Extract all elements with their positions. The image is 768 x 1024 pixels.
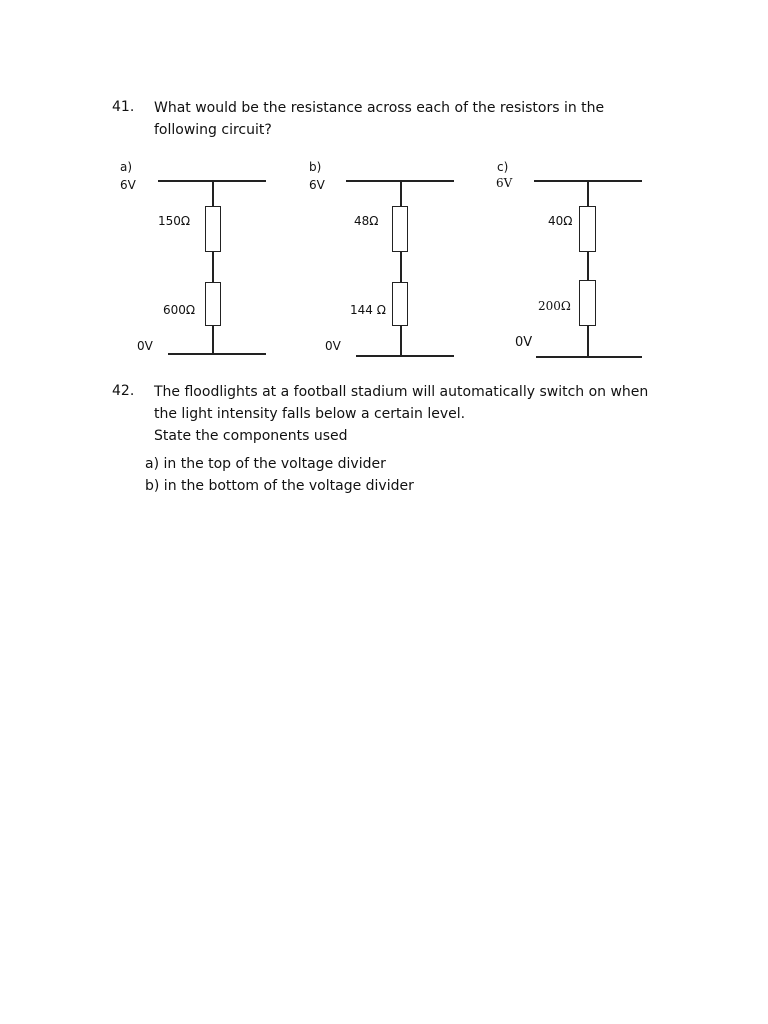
circuit-a-label: a): [120, 160, 133, 174]
circuit-b-supply-voltage: 6V: [309, 178, 325, 192]
question-42-line-2: the light intensity falls below a certain level.: [154, 406, 466, 422]
circuit-b-ground-rail: [356, 355, 454, 357]
question-42-line-3: State the components used: [154, 428, 348, 444]
circuit-a-ground-rail: [168, 353, 266, 355]
question-42-parts: [145, 453, 414, 497]
circuit-c-label: c): [497, 160, 509, 174]
question-41-line-1: What would be the resistance across each of the resistors in the: [154, 100, 605, 116]
circuit-a-bottom-resistor: [205, 282, 221, 326]
circuit-b-ground-voltage: 0V: [325, 339, 341, 353]
question-42-part-b: b) in the bottom of the voltage divider: [145, 478, 414, 494]
question-42-number: 42.: [112, 383, 135, 399]
circuit-c-supply-voltage: 6V: [496, 176, 513, 190]
question-42-line-1: The floodlights at a football stadium will automatically switch on when: [154, 384, 649, 400]
circuit-b-bottom-resistor: [392, 282, 408, 326]
question-42-part-a: a) in the top of the voltage divider: [145, 456, 386, 472]
circuit-a-supply-voltage: 6V: [120, 178, 136, 192]
circuit-c-top-resistance: 40Ω: [548, 214, 573, 228]
circuit-b-top-resistor: [392, 206, 408, 252]
circuit-a-bottom-resistance: 600Ω: [163, 303, 196, 317]
question-41-line-2: following circuit?: [154, 122, 272, 138]
circuit-a-top-resistance: 150Ω: [158, 214, 191, 228]
circuit-c-bottom-resistor: [579, 280, 596, 326]
circuit-b-bottom-resistance: 144 Ω: [350, 303, 386, 317]
circuit-c-bottom-resistance: 200Ω: [538, 299, 571, 313]
circuit-b-label: b): [309, 160, 322, 174]
question-41-text: [154, 97, 604, 141]
circuit-c-top-resistor: [579, 206, 596, 252]
circuit-c-ground-rail: [536, 356, 642, 358]
circuit-a-top-resistor: [205, 206, 221, 252]
circuit-b-top-resistance: 48Ω: [354, 214, 379, 228]
question-41-number: 41.: [112, 99, 135, 115]
question-42-text: [154, 381, 648, 447]
circuit-a-ground-voltage: 0V: [137, 339, 153, 353]
circuit-c-ground-voltage: 0V: [515, 335, 533, 350]
